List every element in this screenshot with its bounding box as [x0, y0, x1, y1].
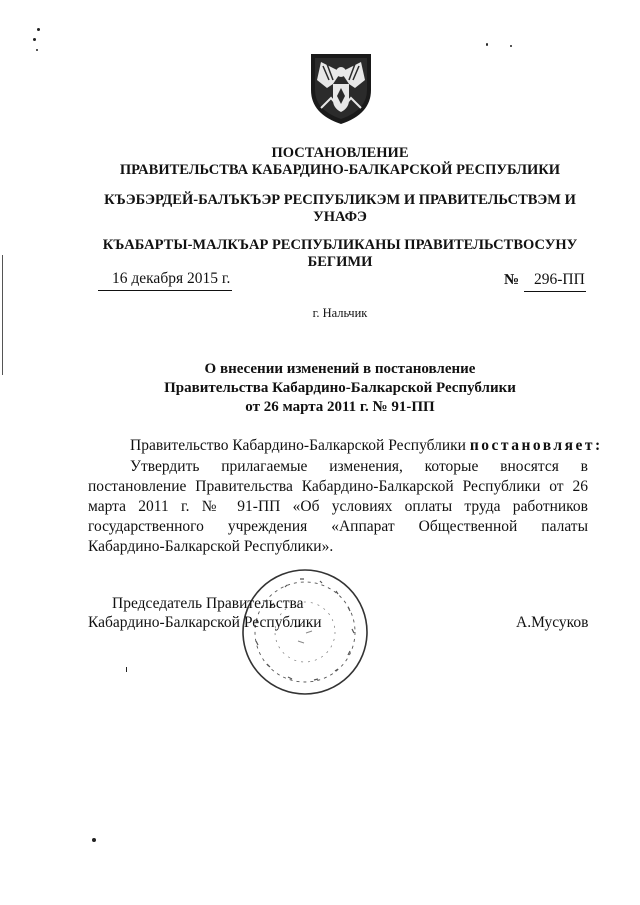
scan-edge-mark	[2, 255, 3, 375]
scan-speck	[33, 38, 36, 41]
signature-position-line1: Председатель Правительства	[112, 595, 304, 612]
issuer-kbd-line2: УНАФЭ	[313, 209, 367, 225]
coat-of-arms-icon	[303, 50, 379, 126]
number-underline	[524, 291, 586, 292]
date-underline	[98, 290, 232, 291]
decree-paragraph: Утвердить прилагаемые изменения, которые вносятся в постановление Правительства Кабардино-Балкарской Республики от 26 марта 2011 г. № 91-ПП «Об условиях оплаты труда работников государственного учреждения «Аппарат Общественной палаты Кабардино-Балкарской Республики».	[88, 458, 588, 555]
number-sign: №	[504, 272, 520, 288]
preamble-text: Правительство Кабардино-Балкарской Республики	[130, 437, 466, 454]
document-title-line3: от 26 марта 2011 г. № 91-ПП	[245, 399, 435, 415]
scan-speck	[486, 43, 488, 46]
signature-position-line2: Кабардино-Балкарской Республики	[88, 614, 322, 631]
document-number: 296-ПП	[534, 271, 585, 288]
signatory-name: А.Мусуков	[516, 614, 589, 631]
scan-speck	[126, 667, 127, 672]
issuer-ru: ПРАВИТЕЛЬСТВА КАБАРДИНО-БАЛКАРСКОЙ РЕСПУБЛИКИ	[119, 162, 561, 178]
scan-speck	[36, 49, 38, 51]
scan-speck	[92, 838, 96, 842]
preamble	[130, 437, 603, 455]
document-title-line2: Правительства Кабардино-Балкарской Республики	[164, 380, 516, 396]
scan-speck	[510, 45, 512, 47]
round-seal-stamp	[240, 567, 370, 697]
decree-word: постановляет:	[469, 437, 603, 454]
document-date: 16 декабря 2015 г.	[112, 270, 231, 287]
city: г. Нальчик	[312, 306, 368, 320]
document-type: ПОСТАНОВЛЕНИЕ	[271, 145, 409, 161]
issuer-kbd-line1: КЪЭБЭРДЕЙ-БАЛЪКЪЭР РЕСПУБЛИКЭМ И ПРАВИТЕЛЬСТВЭМ И	[104, 192, 576, 208]
issuer-krc-line2: БЕГИМИ	[307, 254, 373, 270]
scan-speck	[37, 28, 40, 31]
document-title-line1: О внесении изменений в постановление	[204, 361, 476, 377]
issuer-krc-line1: КЪАБАРТЫ-МАЛКЪАР РЕСПУБЛИКАНЫ ПРАВИТЕЛЬСТВОСУНУ	[102, 237, 578, 253]
